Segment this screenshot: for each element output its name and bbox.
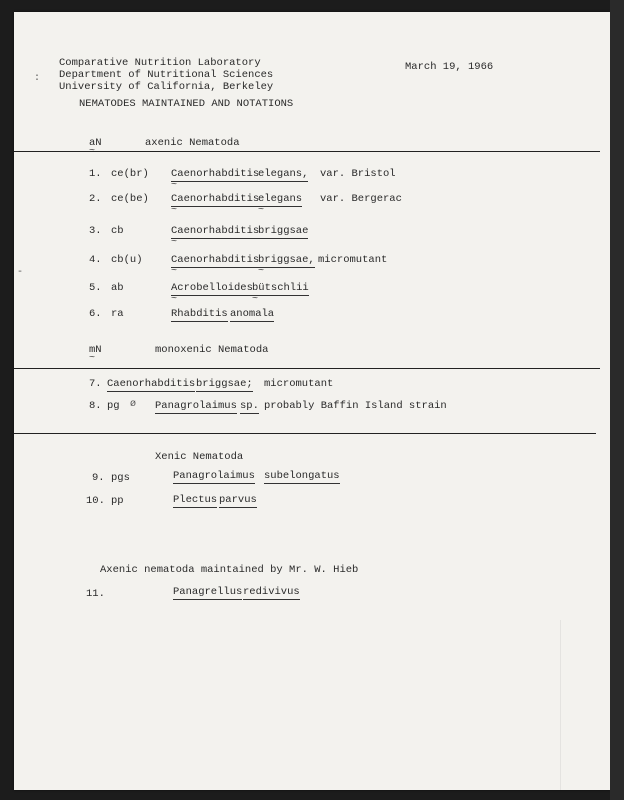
entry-number: 4. (89, 254, 102, 266)
entry-note: probably Baffin Island strain (264, 400, 447, 412)
entry-species: anomala (230, 308, 275, 320)
entry-code: cb (111, 225, 124, 237)
entry-code: ce(be) (111, 193, 149, 205)
entry-species: sp. (240, 400, 259, 412)
entry-species: elegans, (258, 168, 309, 180)
entry-code: pg (107, 400, 120, 412)
paper-crease (560, 620, 561, 790)
scan-edge (610, 0, 624, 800)
entry-number: 11. (86, 588, 105, 600)
entry-code: ra (111, 308, 124, 320)
tilde-mark: ~ (171, 237, 178, 248)
entry-species: subelongatus (264, 470, 340, 482)
entry-species: bütschlii (252, 282, 309, 294)
entry-genus: Rhabditis (171, 308, 228, 320)
entry-species: briggsae, (258, 254, 315, 266)
margin-mark: : (34, 73, 41, 84)
entry-number: 9. (92, 472, 105, 484)
section-divider (14, 368, 600, 369)
entry-number: 8. (89, 400, 102, 412)
entry-note: var. Bristol (320, 168, 396, 180)
entry-number: 10. (86, 495, 105, 507)
entry-genus: Caenorhabditis (171, 168, 260, 180)
entry-genus: Panagrolaimus (173, 470, 255, 482)
entry-genus: Panagrolaimus (155, 400, 237, 412)
document-date: March 19, 1966 (405, 61, 494, 73)
entry-number: 3. (89, 225, 102, 237)
department-name: Department of Nutritional Sciences (59, 69, 274, 81)
tilde-mark: ~ (171, 205, 178, 216)
monoxenic-code: mN (89, 344, 102, 356)
tilde-mark: ~ (171, 294, 178, 305)
entry-species: briggsae; (196, 378, 253, 390)
tilde-mark: ~ (258, 205, 265, 216)
tilde-mark: ~ (89, 353, 96, 364)
entry-species: parvus (219, 494, 257, 506)
entry-genus: Caenorhabditis (107, 378, 196, 390)
entry-species: elegans (258, 193, 303, 205)
entry-number: 2. (89, 193, 102, 205)
entry-genus: Caenorhabditis (171, 225, 260, 237)
entry-note: micromutant (318, 254, 388, 266)
entry-code: ab (111, 282, 124, 294)
tilde-mark: ~ (89, 146, 96, 157)
document-title: NEMATODES MAINTAINED AND NOTATIONS (79, 98, 294, 110)
entry-code: cb(u) (111, 254, 143, 266)
entry-genus: Plectus (173, 494, 218, 506)
section-divider (14, 433, 596, 434)
axenic-label: axenic Nematoda (145, 137, 240, 149)
monoxenic-label: monoxenic Nematoda (155, 344, 269, 356)
university-name: University of California, Berkeley (59, 81, 274, 93)
entry-species: briggsae (258, 225, 309, 237)
entry-species: redivivus (243, 586, 300, 598)
margin-mark: - (17, 267, 24, 278)
entry-number: 6. (89, 308, 102, 320)
entry-genus: Caenorhabditis (171, 193, 260, 205)
entry-genus: Panagrellus (173, 586, 243, 598)
tilde-mark: ~ (171, 266, 178, 277)
hieb-label: Axenic nematoda maintained by Mr. W. Hieb (100, 564, 359, 576)
xenic-label: Xenic Nematoda (155, 451, 244, 463)
tilde-mark: ~ (171, 180, 178, 191)
tilde-mark: ~ (252, 294, 259, 305)
entry-code: pgs (111, 472, 130, 484)
lab-name: Comparative Nutrition Laboratory (59, 57, 261, 69)
entry-number: 5. (89, 282, 102, 294)
entry-number: 1. (89, 168, 102, 180)
entry-code: ce(br) (111, 168, 149, 180)
entry-genus: Acrobelloides (171, 282, 253, 294)
entry-note: micromutant (264, 378, 334, 390)
entry-genus: Caenorhabditis (171, 254, 260, 266)
strikeout-mark: ø (130, 399, 137, 410)
entry-note: var. Bergerac (320, 193, 402, 205)
entry-number: 7. (89, 378, 102, 390)
section-divider (14, 151, 600, 152)
entry-code: pp (111, 495, 124, 507)
tilde-mark: ~ (258, 266, 265, 277)
axenic-code: aN (89, 137, 102, 149)
